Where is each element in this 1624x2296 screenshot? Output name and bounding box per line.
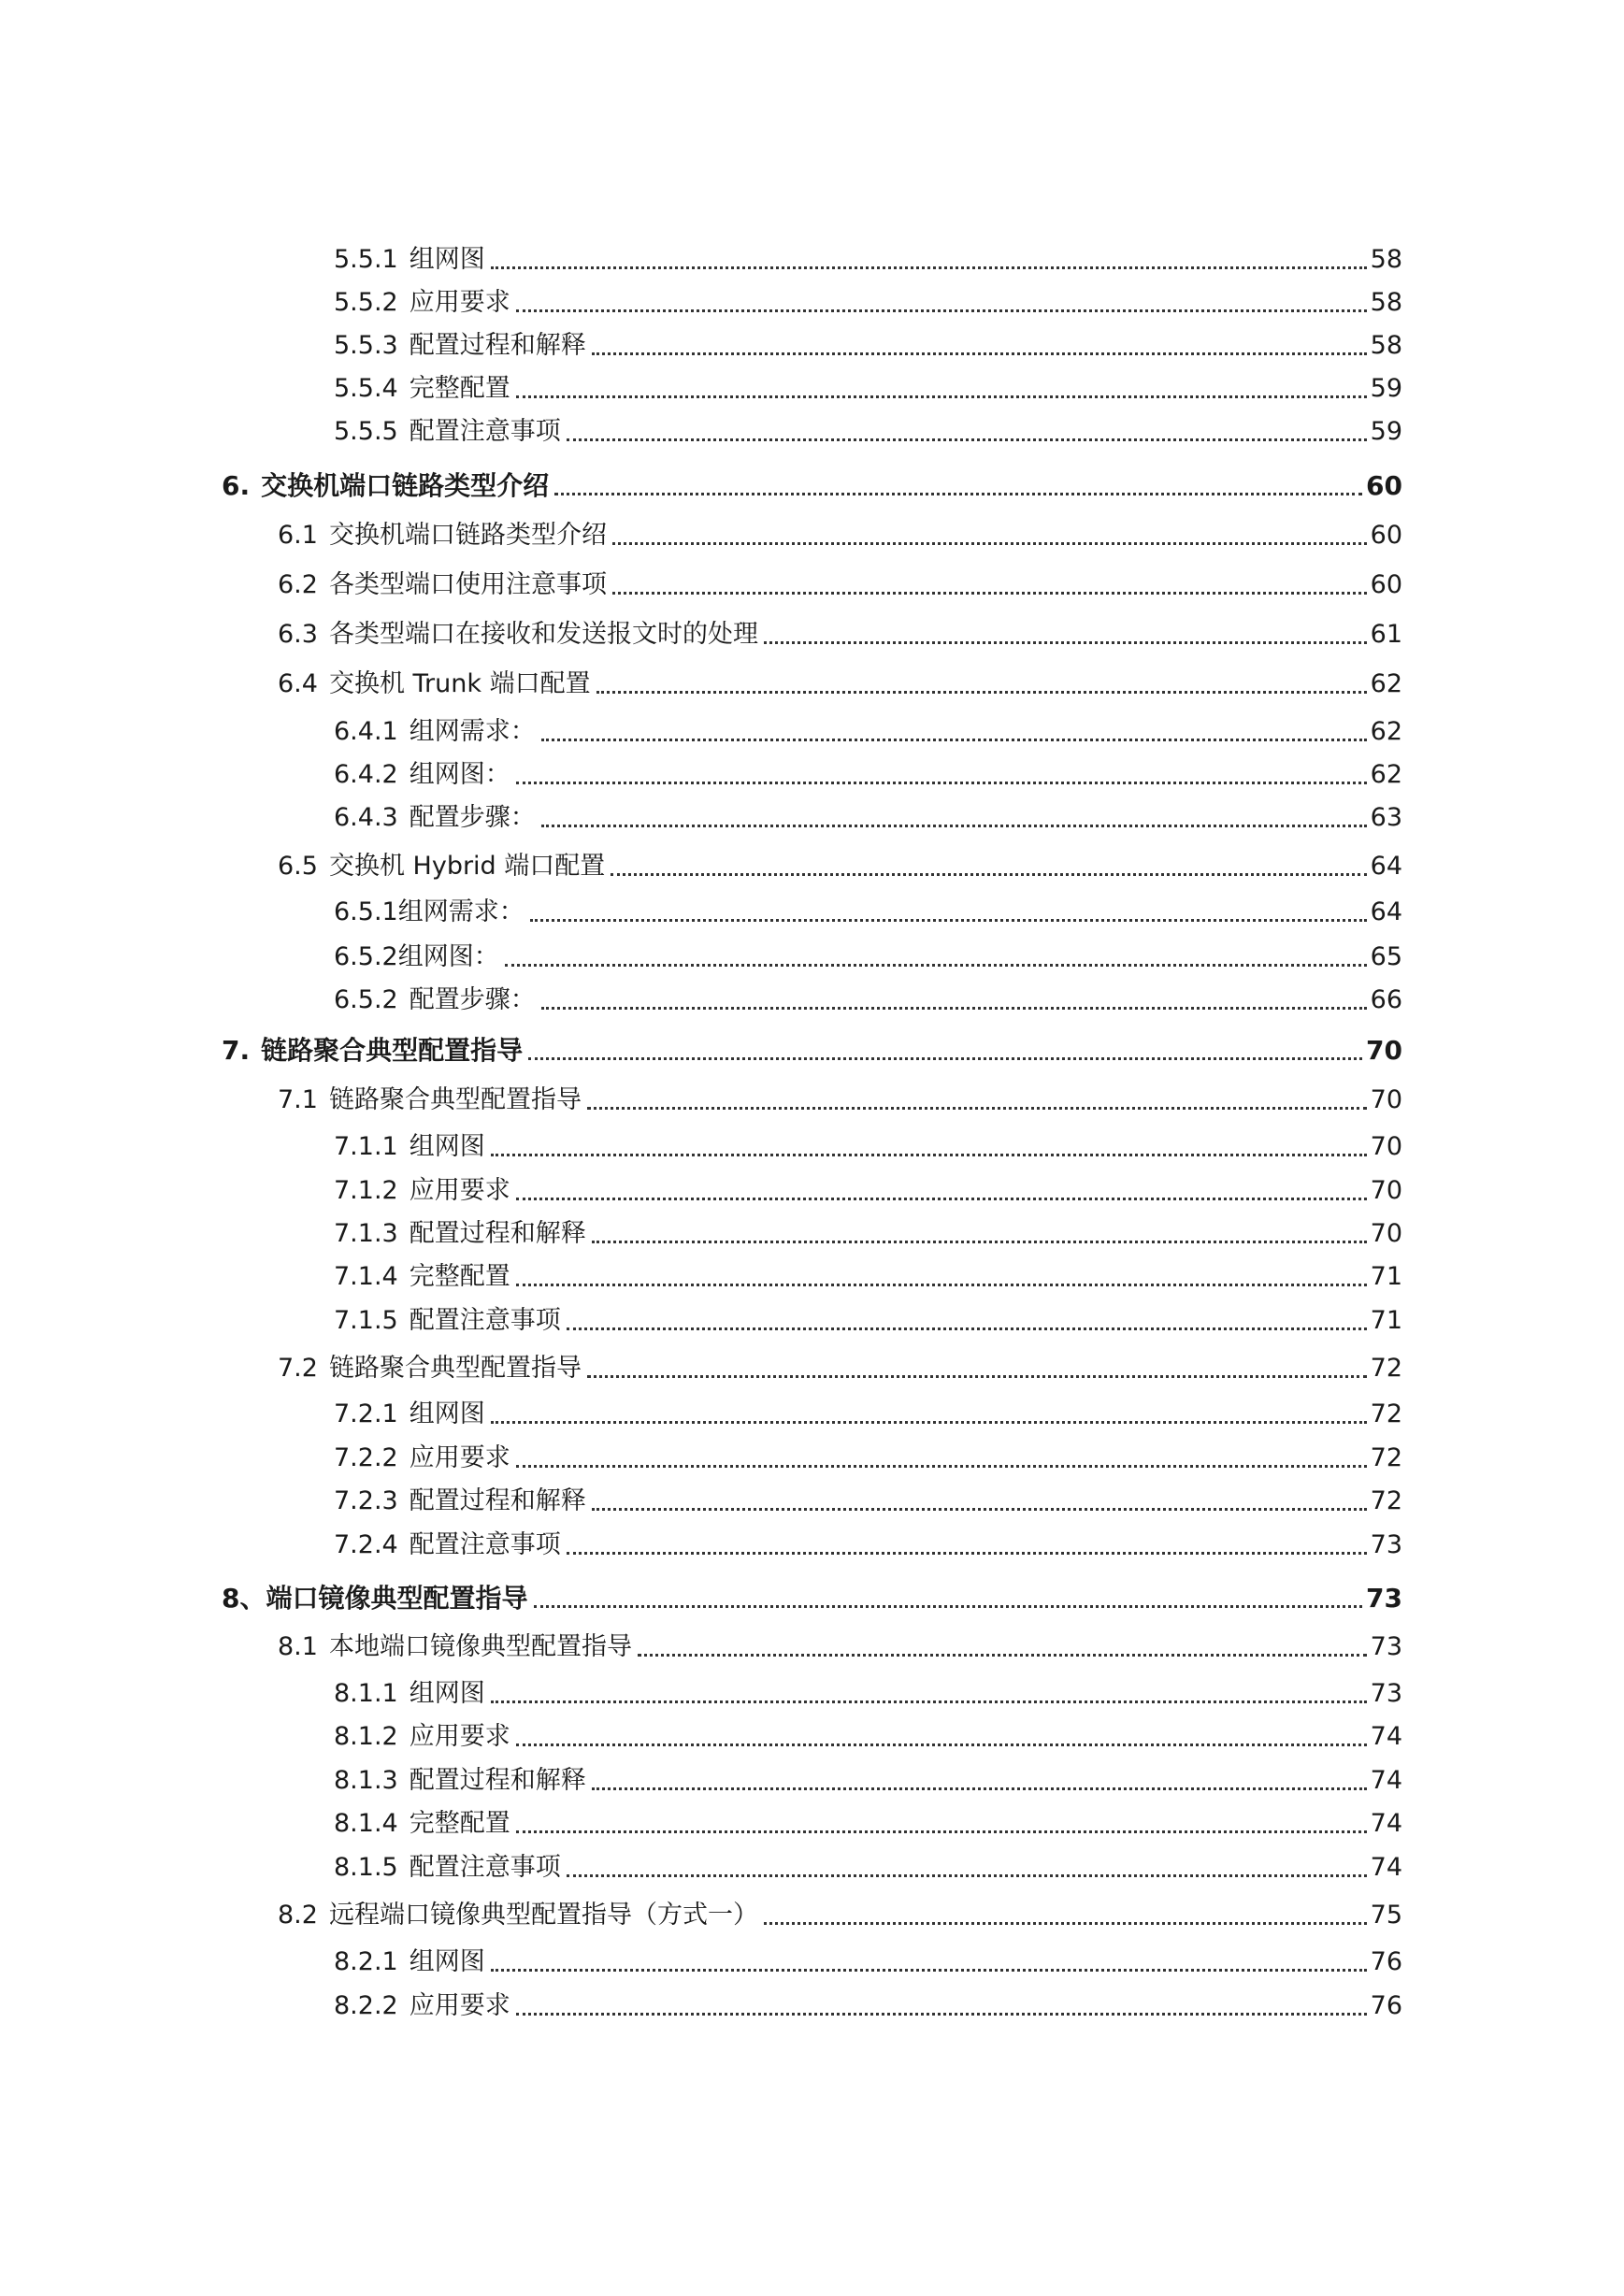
dot-leader: [491, 1154, 1367, 1156]
dot-leader: [505, 964, 1367, 967]
toc-entry-page: 72: [1370, 1443, 1402, 1472]
dot-leader: [567, 438, 1367, 441]
toc-entry-title: 交换机端口链路类型介绍: [261, 470, 550, 501]
toc-entry-number: 7.2: [278, 1354, 318, 1383]
toc-entry-page: 70: [1370, 1085, 1402, 1114]
toc-entry-number: 6.4: [278, 669, 318, 698]
toc-entry-page: 60: [1370, 570, 1402, 599]
toc-entry-6-5-1[interactable]: [0, 894, 1624, 931]
toc-entry-title: 各类型端口使用注意事项: [328, 570, 607, 599]
toc-entry-title: 组网图: [409, 1399, 485, 1428]
toc-entry-8-1-2[interactable]: [0, 1718, 1624, 1756]
toc-entry-8-1-5[interactable]: [0, 1849, 1624, 1887]
toc-entry-page: 76: [1370, 1991, 1402, 2020]
toc-entry-title: 交换机 Hybrid 端口配置: [328, 852, 606, 881]
toc-entry-page: 63: [1370, 803, 1402, 832]
dot-leader: [587, 1107, 1367, 1110]
toc-entry-number: 6.5.2: [334, 942, 398, 971]
toc-entry-number: 5.5.2: [334, 288, 398, 317]
dot-leader: [516, 1198, 1367, 1200]
toc-entry-title: 应用要求: [409, 1722, 510, 1751]
toc-entry-page: 64: [1370, 852, 1402, 881]
toc-entry-number: 7.1.5: [334, 1306, 398, 1335]
toc-entry-7-2[interactable]: [0, 1350, 1624, 1387]
toc-entry-page: 72: [1370, 1486, 1402, 1515]
toc-entry-number: 8.1.3: [334, 1766, 398, 1795]
dot-leader: [587, 1375, 1367, 1378]
toc-entry-number: 7.1.4: [334, 1262, 398, 1291]
toc-entry-title: 配置过程和解释: [409, 1766, 586, 1795]
toc-entry-6-4[interactable]: [0, 666, 1624, 703]
toc-entry-title: 交换机端口链路类型介绍: [328, 521, 607, 550]
toc-entry-6-4-1[interactable]: [0, 713, 1624, 751]
toc-entry-8-2-2[interactable]: [0, 1987, 1624, 2025]
toc-entry-number: 7.: [222, 1035, 251, 1066]
toc-entry-number: 8.2.1: [334, 1947, 398, 1976]
toc-entry-number: 6.1: [278, 521, 318, 550]
dot-leader: [491, 1700, 1367, 1703]
toc-entry-title: 完整配置: [409, 1262, 510, 1291]
dot-leader: [611, 873, 1366, 876]
dot-leader: [592, 1508, 1367, 1511]
dot-leader: [516, 1830, 1367, 1833]
toc-entry-number: 8.1: [278, 1632, 318, 1661]
toc-entry-number: 6.3: [278, 620, 318, 649]
toc-entry-number: 6.4.3: [334, 803, 398, 832]
toc-entry-8-1[interactable]: [0, 1629, 1624, 1666]
toc-entry-title: 组网图: [409, 1679, 485, 1708]
toc-entry-page: 70: [1370, 1219, 1402, 1248]
toc-entry-5-5-3[interactable]: [0, 327, 1624, 365]
dot-leader: [541, 739, 1367, 741]
toc-entry-title: 应用要求: [409, 288, 510, 317]
toc-entry-number: 8.1.1: [334, 1679, 398, 1708]
toc-entry-6-3[interactable]: [0, 616, 1624, 653]
toc-entry-7-1[interactable]: [0, 1082, 1624, 1119]
toc-entry-number: 8.2: [278, 1901, 318, 1930]
dot-leader: [638, 1654, 1367, 1657]
toc-entry-page: 65: [1370, 942, 1402, 971]
dot-leader: [491, 1421, 1367, 1424]
toc-entry-6-5-2[interactable]: [0, 939, 1624, 976]
toc-entry-page: 72: [1370, 1399, 1402, 1428]
dot-leader: [530, 919, 1367, 922]
toc-entry-number: 6.4.2: [334, 760, 398, 789]
toc-entry-title: 应用要求: [409, 1176, 510, 1205]
dot-leader: [567, 1327, 1367, 1330]
toc-entry-title: 链路聚合典型配置指导: [328, 1354, 582, 1383]
toc-entry-page: 59: [1370, 417, 1402, 446]
toc-entry-5-5-1[interactable]: [0, 241, 1624, 279]
toc-entry-title: 应用要求: [409, 1991, 510, 2020]
dot-leader: [516, 1284, 1367, 1286]
dot-leader: [764, 1922, 1367, 1925]
toc-entry-number: 6.5.1: [334, 897, 398, 926]
toc-entry-page: 73: [1370, 1632, 1402, 1661]
toc-entry-page: 62: [1370, 669, 1402, 698]
toc-entry-6-5-2-steps[interactable]: [0, 982, 1624, 1019]
toc-entry-number: 6.5.2: [334, 985, 398, 1014]
toc-entry-title: 链路聚合典型配置指导: [328, 1085, 582, 1114]
toc-entry-8-1-4[interactable]: [0, 1805, 1624, 1843]
toc-entry-number: 5.5.5: [334, 417, 398, 446]
toc-entry-8-1-3[interactable]: [0, 1762, 1624, 1800]
toc-entry-number: 7.2.3: [334, 1486, 398, 1515]
dot-leader: [567, 1552, 1367, 1555]
toc-entry-7-1-2[interactable]: [0, 1172, 1624, 1210]
dot-leader: [596, 691, 1367, 694]
toc-entry-page: 59: [1370, 374, 1402, 403]
toc-entry-page: 62: [1370, 760, 1402, 789]
toc-entry-number: 7.2.2: [334, 1443, 398, 1472]
toc-entry-5-5-5[interactable]: [0, 413, 1624, 451]
toc-entry-7-2-4[interactable]: [0, 1527, 1624, 1564]
toc-entry-page: 71: [1370, 1262, 1402, 1291]
toc-entry-7[interactable]: [0, 1032, 1624, 1069]
dot-leader: [554, 493, 1362, 495]
toc-entry-7-1-3[interactable]: [0, 1215, 1624, 1253]
toc-entry-title: 配置过程和解释: [409, 1219, 586, 1248]
dot-leader: [516, 782, 1367, 784]
toc-entry-number: 8.2.2: [334, 1991, 398, 2020]
dot-leader: [592, 1241, 1367, 1243]
toc-entry-page: 74: [1370, 1853, 1402, 1882]
toc-entry-page: 72: [1370, 1354, 1402, 1383]
toc-entry-5-5-4[interactable]: [0, 370, 1624, 408]
toc-entry-7-1-4[interactable]: [0, 1258, 1624, 1296]
toc-entry-page: 73: [1366, 1583, 1402, 1614]
toc-entry-7-1-1[interactable]: [0, 1128, 1624, 1166]
toc-entry-title: 组网图: [409, 1132, 485, 1161]
toc-entry-title: 各类型端口在接收和发送报文时的处理: [328, 620, 758, 649]
toc-entry-number: 7.1.1: [334, 1132, 398, 1161]
toc-entry-6-1[interactable]: [0, 517, 1624, 554]
toc-entry-number: 7.2.1: [334, 1399, 398, 1428]
dot-leader: [541, 825, 1367, 827]
toc-entry-number: 5.5.4: [334, 374, 398, 403]
toc-entry-number: 5.5.3: [334, 331, 398, 360]
dot-leader: [516, 309, 1367, 312]
toc-entry-page: 71: [1370, 1306, 1402, 1335]
toc-entry-title: 完整配置: [409, 374, 510, 403]
toc-entry-number: 7.1: [278, 1085, 318, 1114]
toc-entry-number: 8.1.2: [334, 1722, 398, 1751]
toc-entry-page: 75: [1370, 1901, 1402, 1930]
toc-entry-number: 6.5: [278, 852, 318, 881]
toc-entry-title: 链路聚合典型配置指导: [261, 1035, 524, 1066]
toc-entry-6-2[interactable]: [0, 567, 1624, 604]
toc-entry-number: 6.2: [278, 570, 318, 599]
dot-leader: [534, 1605, 1363, 1608]
toc-entry-page: 58: [1370, 331, 1402, 360]
dot-leader: [592, 1787, 1367, 1790]
toc-entry-7-1-5[interactable]: [0, 1302, 1624, 1340]
toc-entry-title: 配置过程和解释: [409, 1486, 586, 1515]
toc-entry-page: 70: [1370, 1176, 1402, 1205]
dot-leader: [516, 2013, 1367, 2016]
toc-entry-8[interactable]: [0, 1580, 1624, 1617]
toc-entry-8-2-1[interactable]: [0, 1944, 1624, 1981]
dot-leader: [516, 1465, 1367, 1468]
toc-entry-title: 交换机 Trunk 端口配置: [328, 669, 591, 698]
toc-entry-title: 配置注意事项: [409, 1853, 561, 1882]
toc-entry-title: 本地端口镜像典型配置指导: [328, 1632, 632, 1661]
dot-leader: [491, 1969, 1367, 1972]
dot-leader: [541, 1007, 1367, 1010]
dot-leader: [612, 592, 1367, 595]
toc-entry-8-1-1[interactable]: [0, 1675, 1624, 1713]
toc-entry-page: 62: [1370, 717, 1402, 746]
toc-entry-7-2-3[interactable]: [0, 1483, 1624, 1520]
toc-entry-page: 58: [1370, 245, 1402, 274]
dot-leader: [491, 266, 1367, 269]
toc-entry-number: 6.: [222, 470, 251, 501]
toc-entry-page: 76: [1370, 1947, 1402, 1976]
toc-entry-5-5-2[interactable]: [0, 284, 1624, 322]
toc-entry-title: 组网图: [409, 1947, 485, 1976]
toc-entry-title: 远程端口镜像典型配置指导（方式一）: [328, 1901, 758, 1930]
toc-entry-page: 70: [1370, 1132, 1402, 1161]
toc-entry-page: 74: [1370, 1809, 1402, 1838]
toc-entry-7-2-1[interactable]: [0, 1396, 1624, 1433]
toc-entry-number: 8、: [222, 1583, 266, 1614]
toc-entry-page: 64: [1370, 897, 1402, 926]
dot-leader: [764, 641, 1367, 644]
dot-leader: [528, 1057, 1362, 1060]
dot-leader: [612, 542, 1367, 545]
toc-entry-number: 5.5.1: [334, 245, 398, 274]
toc-entry-page: 60: [1370, 521, 1402, 550]
toc-entry-6[interactable]: [0, 467, 1624, 505]
toc-entry-title: 配置注意事项: [409, 1306, 561, 1335]
toc-entry-title: 配置步骤：: [409, 803, 536, 832]
toc-entry-title: 配置注意事项: [409, 1530, 561, 1559]
toc-entry-number: 7.2.4: [334, 1530, 398, 1559]
toc-entry-number: 7.1.2: [334, 1176, 398, 1205]
toc-entry-title: 完整配置: [409, 1809, 510, 1838]
toc-entry-number: 6.4.1: [334, 717, 398, 746]
dot-leader: [516, 395, 1367, 398]
toc-entry-title: 配置步骤：: [409, 985, 536, 1014]
toc-entry-page: 74: [1370, 1722, 1402, 1751]
toc-entry-page: 60: [1366, 470, 1402, 501]
toc-entry-title: 组网图：: [409, 760, 510, 789]
toc-entry-number: 7.1.3: [334, 1219, 398, 1248]
toc-entry-6-4-3[interactable]: [0, 799, 1624, 837]
toc-entry-title: 配置过程和解释: [409, 331, 586, 360]
dot-leader: [567, 1874, 1367, 1877]
dot-leader: [516, 1744, 1367, 1746]
toc-entry-page: 74: [1370, 1766, 1402, 1795]
dot-leader: [592, 352, 1367, 355]
toc-entry-title: 配置注意事项: [409, 417, 561, 446]
toc-entry-title: 组网需求：: [409, 717, 536, 746]
toc-entry-title: 组网图: [409, 245, 485, 274]
toc-entry-page: 58: [1370, 288, 1402, 317]
toc-entry-8-2[interactable]: [0, 1897, 1624, 1934]
toc-entry-6-5[interactable]: [0, 848, 1624, 885]
toc-entry-title: 组网需求：: [397, 897, 525, 926]
toc-entry-title: 端口镜像典型配置指导: [266, 1583, 528, 1614]
toc-entry-number: 8.1.5: [334, 1853, 398, 1882]
toc-entry-title: 应用要求: [409, 1443, 510, 1472]
toc-entry-7-2-2[interactable]: [0, 1440, 1624, 1477]
toc-entry-page: 70: [1366, 1035, 1402, 1066]
toc-entry-number: 8.1.4: [334, 1809, 398, 1838]
toc-entry-page: 61: [1370, 620, 1402, 649]
toc-entry-page: 73: [1370, 1530, 1402, 1559]
toc-entry-page: 66: [1370, 985, 1402, 1014]
toc-entry-title: 组网图：: [397, 942, 499, 971]
toc-entry-page: 73: [1370, 1679, 1402, 1708]
toc-entry-6-4-2[interactable]: [0, 756, 1624, 794]
